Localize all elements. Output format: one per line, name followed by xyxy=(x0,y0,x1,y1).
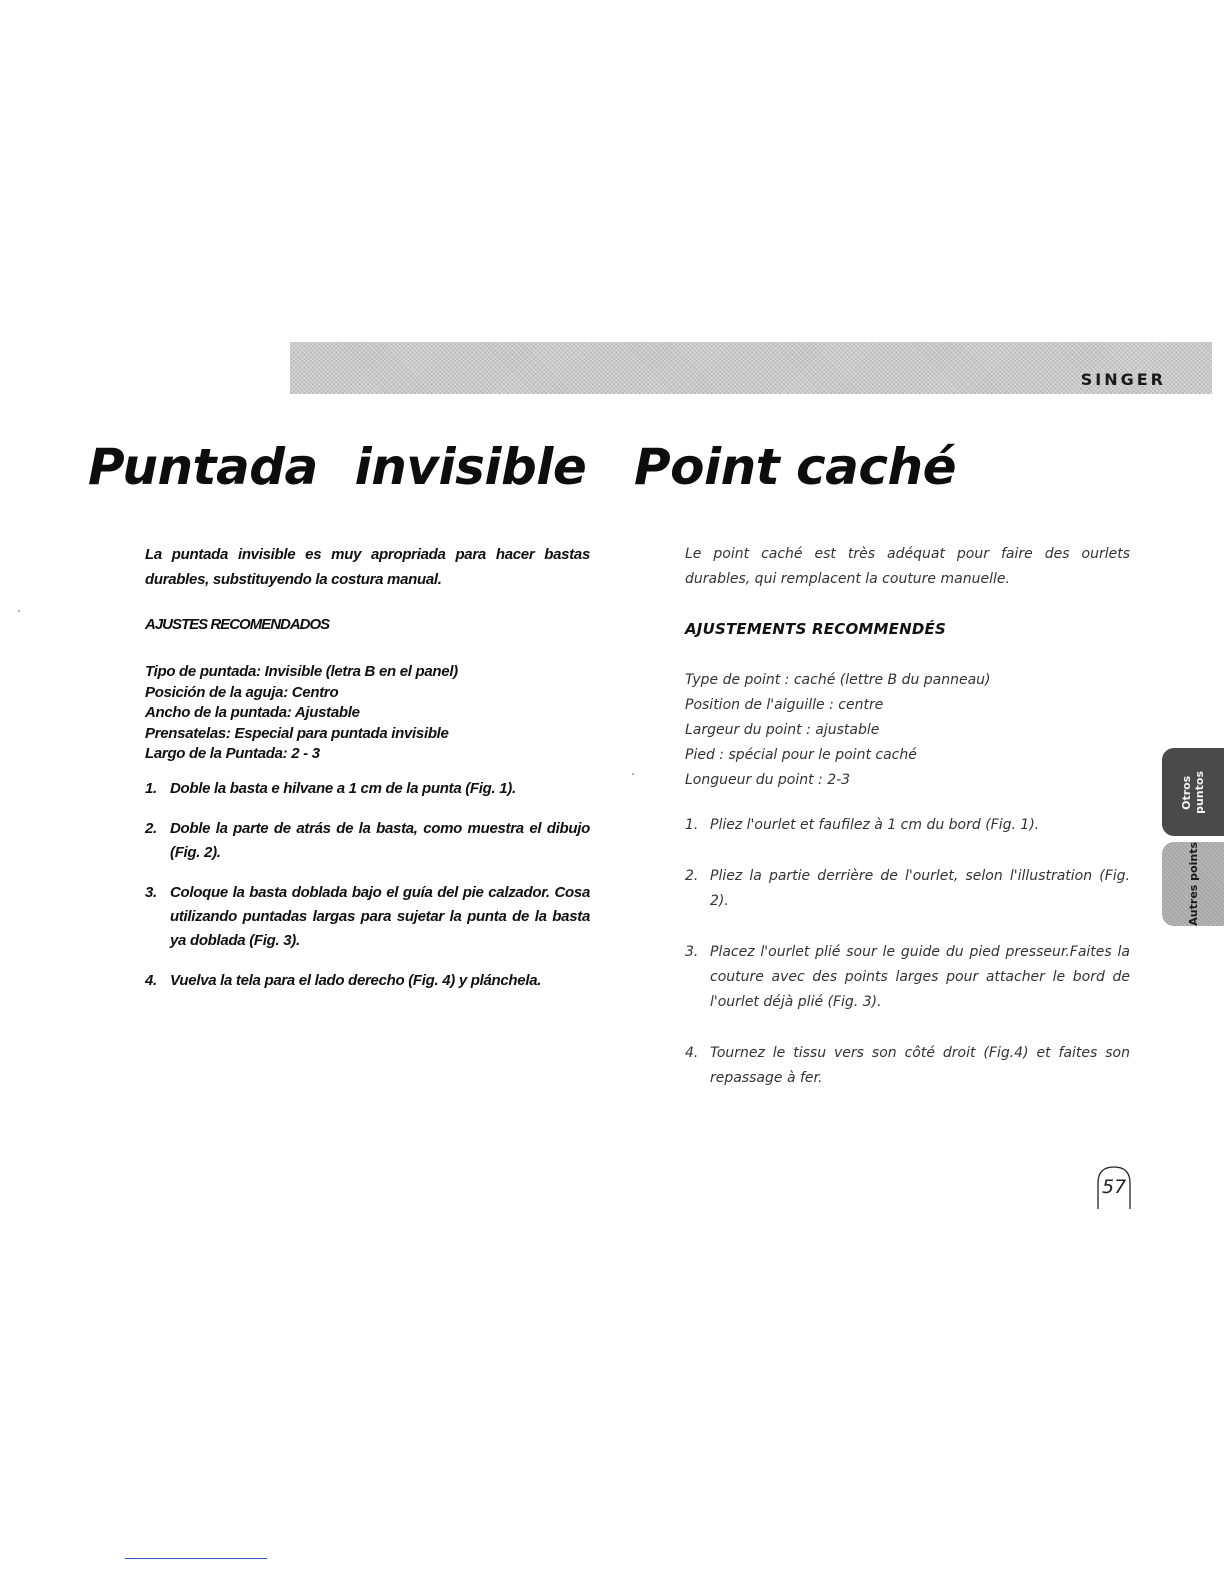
step-item xyxy=(685,940,1130,1015)
section-tab-otros-puntos[interactable] xyxy=(1162,748,1224,836)
tab-label-line: puntos xyxy=(1193,770,1206,814)
step-number: 1. xyxy=(685,817,699,833)
step-text: Pliez l'ourlet et faufilez à 1 cm du bord (Fig. 1). xyxy=(710,817,1040,833)
step-item xyxy=(145,777,590,801)
setting-item: Largeur du point : ajustable xyxy=(685,722,880,738)
page-number xyxy=(1097,1165,1131,1209)
setting-item: Pied : spécial pour le point caché xyxy=(685,747,917,763)
tab-label xyxy=(1180,771,1206,814)
french-settings-list xyxy=(685,668,1130,793)
setting-item: Prensatelas: Especial para puntada invisible xyxy=(145,724,449,742)
step-text: Coloque la basta doblada bajo el guía del pie calzador. Cosa utilizando puntadas largas para sujetar la punta de la basta ya doblada (Fig. 3). xyxy=(170,883,590,949)
step-text: Tournez le tissu vers son côté droit (Fig.4) et faites son repassage à fer. xyxy=(710,1045,1130,1086)
setting-item: Largo de la Puntada: 2 - 3 xyxy=(145,745,320,762)
setting-item: Posición de la aguja: Centro xyxy=(145,683,339,701)
step-number: 2. xyxy=(685,868,699,884)
setting-item: Longueur du point : 2-3 xyxy=(685,772,851,788)
setting-item: Position de l'aiguille : centre xyxy=(685,697,884,713)
step-number: 1. xyxy=(145,779,157,797)
step-number: 3. xyxy=(685,944,699,960)
setting-item: Ancho de la puntada: Ajustable xyxy=(145,704,360,721)
step-number: 4. xyxy=(145,971,157,989)
step-item xyxy=(145,817,590,865)
step-item xyxy=(145,881,590,953)
french-settings-heading: AJUSTEMENTS RECOMMENDÉS xyxy=(685,620,946,638)
tab-label xyxy=(1187,842,1200,926)
setting-item: Type de point : caché (lettre B du panneau) xyxy=(685,672,991,688)
step-text: Vuelva la tela para el lado derecho (Fig. 4) y plánchela. xyxy=(170,971,542,989)
section-tab-autres-points[interactable] xyxy=(1162,842,1224,926)
step-number: 3. xyxy=(145,883,157,901)
spanish-settings-list xyxy=(145,662,590,765)
title-spanish: Puntada invisible xyxy=(88,438,587,496)
step-item xyxy=(145,969,590,993)
step-item xyxy=(685,1041,1130,1091)
step-number: 4. xyxy=(685,1045,699,1061)
step-item xyxy=(685,813,1130,838)
header-band xyxy=(290,342,1212,394)
setting-item: Tipo de puntada: Invisible (letra B en el panel) xyxy=(145,663,458,680)
step-item xyxy=(685,864,1130,914)
tab-label-line: Autres points xyxy=(1186,842,1200,926)
spanish-intro: La puntada invisible es muy apropriada para hacer bastas durables, substituyendo la costura manual. xyxy=(145,546,590,588)
spanish-column xyxy=(145,542,590,1009)
title-french: Point caché xyxy=(634,438,957,496)
step-text: Doble la basta e hilvane a 1 cm de la punta (Fig. 1). xyxy=(170,779,516,797)
step-text: Placez l'ourlet plié sour le guide du pied presseur.Faites la couture avec des points larges pour attacher le bord de l'ourlet déjà plié (Fig. 3). xyxy=(710,944,1130,1010)
brand-logo: SINGER xyxy=(1080,370,1166,389)
spanish-settings-heading: AJUSTES RECOMENDADOS xyxy=(145,616,330,633)
french-intro: Le point caché est très adéquat pour faire des ourlets durables, qui remplacent la couture manuelle. xyxy=(685,546,1130,587)
step-number: 2. xyxy=(145,819,157,837)
scan-speck xyxy=(632,773,634,775)
step-text: Doble la parte de atrás de la basta, como muestra el dibujo (Fig. 2). xyxy=(170,819,590,861)
french-steps xyxy=(685,813,1130,1091)
tab-label-line: Otros xyxy=(1180,774,1193,810)
french-column xyxy=(685,542,1130,1117)
page-number-text: 57 xyxy=(1102,1176,1127,1198)
step-text: Pliez la partie derrière de l'ourlet, selon l'illustration (Fig. 2). xyxy=(710,868,1130,909)
footer-rule xyxy=(125,1558,267,1559)
scan-speck xyxy=(18,610,20,612)
spanish-steps xyxy=(145,777,590,993)
